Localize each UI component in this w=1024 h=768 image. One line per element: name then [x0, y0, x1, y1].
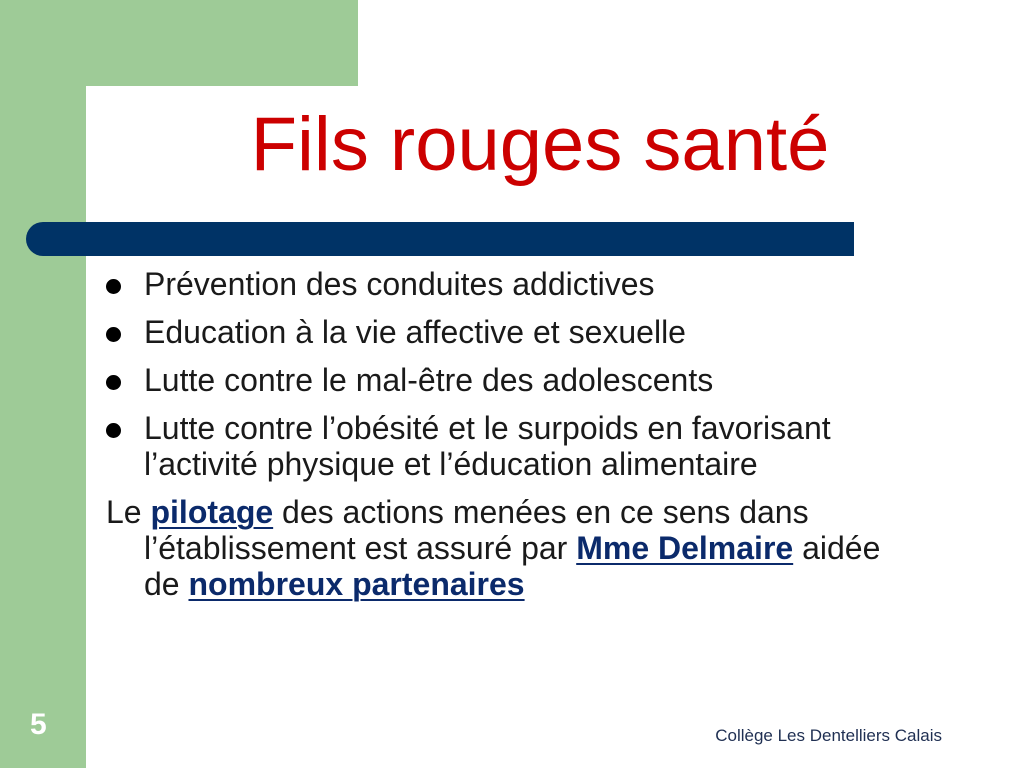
green-side-band	[0, 0, 86, 768]
bullet-item	[106, 314, 906, 350]
paragraph-text: Le	[106, 494, 151, 530]
bullet-text: Prévention des conduites addictives	[144, 266, 655, 302]
bullet-dot-icon	[106, 279, 121, 294]
bullet-dot-icon	[106, 375, 121, 390]
bullet-list	[106, 266, 906, 482]
green-top-band	[0, 0, 358, 86]
person-name-emphasis: Mme Delmaire	[576, 530, 794, 566]
slide-number: 5	[30, 708, 47, 741]
paragraph-text: aidée de	[144, 530, 881, 602]
slide-title: Fils rouges santé	[250, 102, 830, 187]
title-divider-bar	[26, 222, 854, 256]
bullet-text: Lutte contre l’obésité et le surpoids en favorisant l’activité physique et l’éducation alimentaire	[144, 410, 831, 482]
bullet-dot-icon	[106, 327, 121, 342]
bullet-item	[106, 362, 906, 398]
paragraph-text: des actions menées en ce sens dans l’établissement est assuré par	[144, 494, 809, 566]
bullet-item	[106, 266, 906, 302]
bullet-text: Lutte contre le mal-être des adolescents	[144, 362, 714, 398]
pilotage-emphasis: pilotage	[150, 494, 274, 530]
footer-text: Collège Les Dentelliers Calais	[715, 726, 942, 745]
bullet-dot-icon	[106, 423, 121, 438]
partners-emphasis: nombreux partenaires	[188, 566, 525, 602]
bullet-text: Education à la vie affective et sexuelle	[144, 314, 686, 350]
bullet-item	[106, 410, 906, 482]
slide-body	[106, 266, 906, 602]
pilotage-paragraph	[106, 494, 906, 602]
